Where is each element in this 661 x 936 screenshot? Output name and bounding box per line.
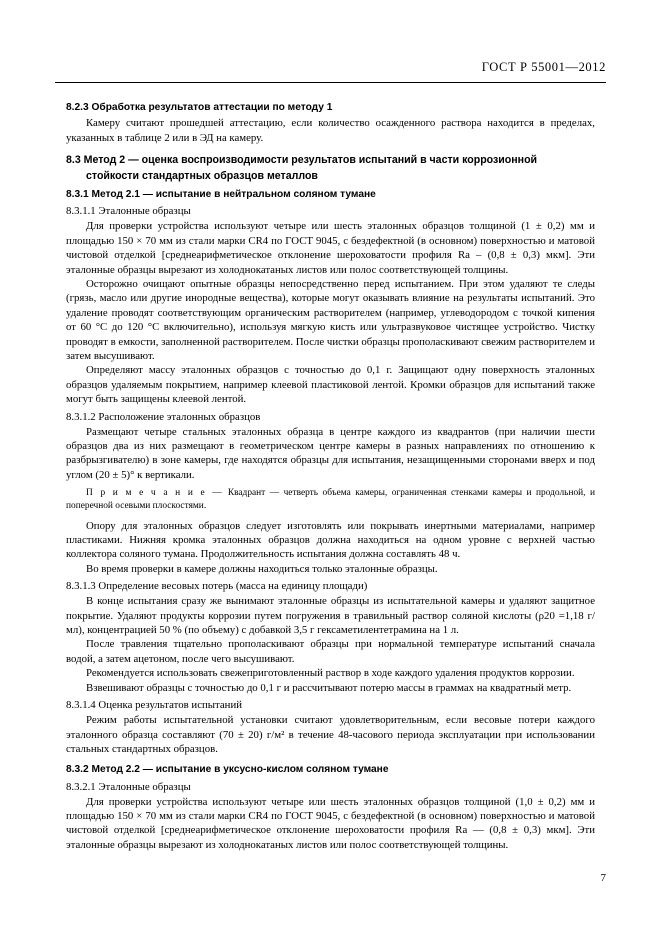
paragraph-8-3-2-1-1: Для проверки устройства используют четыре или шесть эталонных образцов толщиной (1,0 ± 0,2) мм и площадью 150 × 70 мм из стали марки CR4 по ГОСТ 9045, с бездефектной (в основном) поверхностью и матовой чистовой отделкой [среднеарифметическое отклонение шероховатости профиля Ra — (0,8 ± 0,3) мкм]. Эти эталонные образцы вырезают из холоднокатаных листов или полос соответствующей толщины. xyxy=(66,795,595,851)
note-label: П р и м е ч а н и е — xyxy=(86,488,224,499)
heading-8-3-1: 8.3.1 Метод 2.1 — испытание в нейтральном соляном тумане xyxy=(66,189,376,200)
heading-8-3-1-1: 8.3.1.1 Эталонные образцы xyxy=(66,205,191,218)
heading-8-3-1-2: 8.3.1.2 Расположение эталонных образцов xyxy=(66,410,261,423)
note-text: Квадрант — четверть объема камеры, ограниченная стенками камеры и продольной, и поперечной осевыми плоскостями. xyxy=(66,488,595,511)
heading-8-3-1-3: 8.3.1.3 Определение весовых потерь (масса на единицу площади) xyxy=(66,580,368,593)
paragraph-8-3-1-3-2: После травления тщательно прополаскивают образцы при нормальной температуре испытаний сначала водой, а затем ацетоном, после чего высушивают. xyxy=(66,638,595,665)
heading-8-3-1-4: 8.3.1.4 Оценка результатов испытаний xyxy=(66,699,243,712)
paragraph-8-3-1-1-1: Для проверки устройства используют четыре или шесть эталонных образцов толщиной (1 ± 0,2) мм и площадью 150 × 70 мм из стали марки CR4 по ГОСТ 9045, с бездефектной (в основном) поверхностью и матовой чистовой отделкой [среднеарифметическое отклонение шероховатости профиля Ra – (0,8 ± 0,3) мкм]. Эти эталонные образцы вырезают из холоднокатаных листов или полос соответствующей толщины. xyxy=(66,220,595,276)
paragraph-8-3-1-2-1: Размещают четыре стальных эталонных образца в центре каждого из квадрантов (при наличии шести образцов два из них размещают в геометрическом центре камеры в разных направлениях по отношению к разбрызгивателю) в зоне камеры, где находятся образцы для испытания, незащищенными сторонами вверх и под углом (20 ± 5)° к вертикали. xyxy=(66,425,595,481)
paragraph-8-3-1-1-3: Определяют массу эталонных образцов с точностью до 0,1 г. Защищают одну поверхность эталонных образцов удаляемым покрытием, например клеевой пластиковой лентой. Кромки образцов для испытаний также могут быть защищены клеевой лентой. xyxy=(66,364,595,406)
heading-8-3-2-1: 8.3.2.1 Эталонные образцы xyxy=(66,780,191,793)
note-quadrant xyxy=(66,487,595,512)
paragraph-8-3-1-3-3: Рекомендуется использовать свежеприготовленный раствор в ходе каждого удаления продуктов коррозии. xyxy=(86,667,575,680)
paragraph-8-3-1-3-1: В конце испытания сразу же вынимают эталонные образцы из испытательной камеры и удаляют защитное покрытие. Удаляют продукты коррозии путем погружения в травильный раствор соляной кислоты (ρ20 =1,18 г/мл), концентрацией 50 % (по объему) с добавкой 3,5 г гексаметилентетрамина на 1 л. xyxy=(66,595,595,637)
header-divider xyxy=(55,82,606,83)
paragraph-8-2-3-1: Камеру считают прошедшей аттестацию, если количество осажденного раствора находится в пределах, указанных в таблице 2 или в ЭД на камеру. xyxy=(66,117,595,144)
page-number: 7 xyxy=(600,872,606,884)
paragraph-8-3-1-2-2: Опору для эталонных образцов следует изготовлять или покрывать инертными материалами, например пластиками. Нижняя кромка эталонных образцов должна находиться на одном уровне с верхней частью коллектора соляного тумана. Продолжительность испытания должна составлять 48 ч. xyxy=(66,519,595,561)
heading-8-3-line2: стойкости стандартных образцов металлов xyxy=(86,170,318,183)
page-content xyxy=(66,94,595,852)
page-header-standard-number: ГОСТ Р 55001—2012 xyxy=(481,60,606,74)
paragraph-8-3-1-3-4: Взвешивают образцы с точностью до 0,1 г и рассчитывают потерю массы в граммах на квадратный метр. xyxy=(86,681,572,694)
heading-8-3-2: 8.3.2 Метод 2.2 — испытание в уксусно-кислом соляном тумане xyxy=(66,764,389,776)
paragraph-8-3-1-1-2: Осторожно очищают опытные образцы непосредственно перед испытанием. При этом удаляют те следы (грязь, масло или другие инородные вещества), которые могут оказывать влияние на результаты испытаний. Это удаление проводят соответствующим органическим растворителем (например, углеводородом с точкой кипения от 60 °С до 120 °С включительно), используя мягкую кисть или ультразвуковое чистящее устройство. Чистку проводят в емкости, заполненной растворителем. После чистки образцы прополаскивают свежим растворителем и затем высушивают. xyxy=(66,277,595,362)
paragraph-8-3-1-4-1: Режим работы испытательной установки считают удовлетворительным, если весовые потери каждого эталонного образца составляют (70 ± 20) г/м² в течение 48-часового периода эксплуатации при использовании стальных стандартных образцов. xyxy=(66,714,595,755)
paragraph-8-3-1-2-3: Во время проверки в камере должны находиться только эталонные образцы. xyxy=(86,562,438,575)
heading-8-3-line1: 8.3 Метод 2 — оценка воспроизводимости результатов испытаний в части коррозионной xyxy=(66,154,538,167)
heading-8-2-3: 8.2.3 Обработка результатов аттестации по методу 1 xyxy=(66,102,333,113)
